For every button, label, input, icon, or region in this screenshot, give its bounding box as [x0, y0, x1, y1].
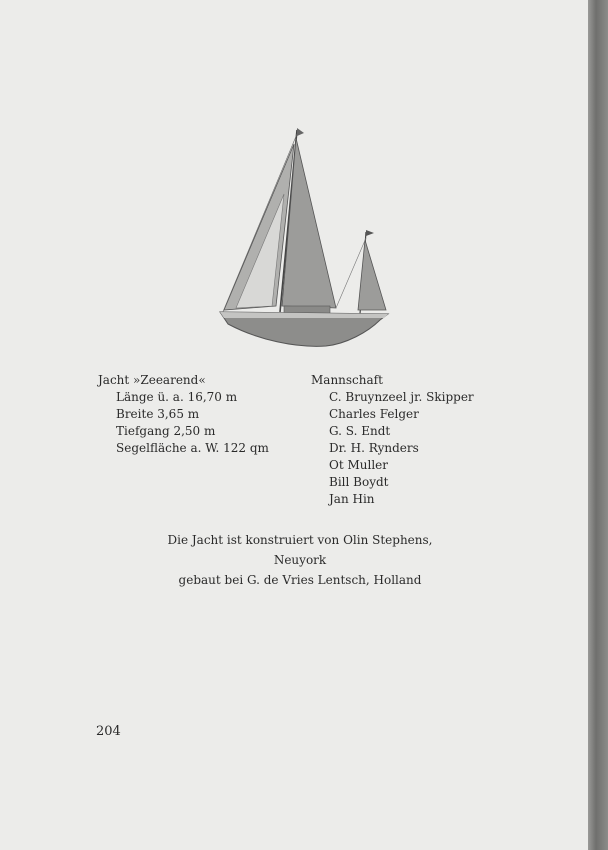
construction-credits: [160, 530, 440, 590]
credits-designer: Die Jacht ist konstruiert von Olin Stephens, Neuyork: [167, 533, 433, 567]
crew-title: Mannschaft: [311, 373, 383, 387]
spec-draft: Tiefgang 2,50 m: [116, 424, 216, 438]
sailing-yacht-illustration: [218, 124, 390, 350]
spec-beam: Breite 3,65 m: [116, 407, 200, 421]
crew-member: Dr. H. Rynders: [329, 441, 419, 455]
crew-member: Jan Hin: [329, 492, 375, 506]
crew-member: Bill Boydt: [329, 475, 389, 489]
crew-member: C. Bruynzeel jr. Skipper: [329, 390, 474, 404]
yacht-title: Jacht »Zeearend«: [98, 373, 206, 387]
spec-length: Länge ü. a. 16,70 m: [116, 390, 238, 404]
credits-builder: gebaut bei G. de Vries Lentsch, Holland: [178, 573, 422, 587]
crew-member: G. S. Endt: [329, 424, 391, 438]
crew-list: [311, 372, 474, 508]
spec-sail-area: Segelfläche a. W. 122 qm: [116, 441, 269, 455]
crew-member: Charles Felger: [329, 407, 419, 421]
yacht-specifications: [98, 372, 269, 457]
page-number: 204: [96, 724, 121, 739]
crew-member: Ot Muller: [329, 458, 389, 472]
page-edge-shadow: [588, 0, 608, 850]
